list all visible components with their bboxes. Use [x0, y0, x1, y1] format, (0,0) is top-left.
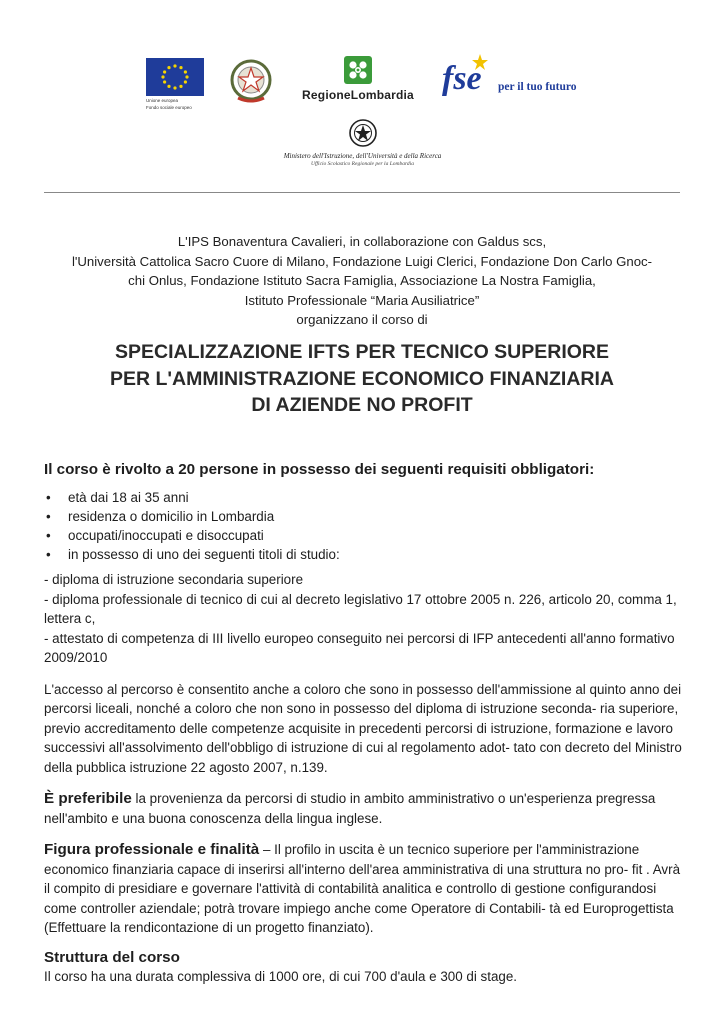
ministero-line-1: Ministero dell'Istruzione, dell'Università e della Ricerca [283, 152, 442, 160]
fse-letters: fse [442, 60, 482, 97]
fse-logo [442, 54, 592, 104]
lombardia-name: RegioneLombardia [302, 88, 414, 102]
preferable-text: la provenienza da percorsi di studio in ambito amministrativo o un'esperienza pregressa nell'ambito e una buona conoscenza della lingua inglese. [44, 791, 656, 826]
eu-caption-1: Unione europea [146, 98, 179, 103]
profile-label: Figura professionale e finalità [44, 841, 260, 859]
list-item: • residenza o domicilio in Lombardia [44, 507, 684, 526]
ministero-logo [0, 118, 725, 167]
course-title [44, 339, 680, 419]
profile-paragraph [44, 840, 684, 938]
list-item: • in possesso di uno dei seguenti titoli di studio: [44, 545, 684, 564]
intro-line-5: organizzano il corso di [296, 312, 428, 327]
eu-logo [146, 58, 204, 110]
structure-heading: Struttura del corso [44, 948, 180, 966]
intro-line-3: chi Onlus, Fondazione Istituto Sacra Famiglia, Associazione La Nostra Famiglia, [128, 273, 596, 288]
requirements-list [44, 488, 684, 565]
lombardia-rose-icon [344, 56, 372, 84]
diploma-item: - diploma professionale di tecnico di cui al decreto legislativo 17 ottobre 2005 n. 226, articolo 20, comma 1, lettera c, [44, 591, 677, 627]
intro-line-2: l'Università Cattolica Sacro Cuore di Milano, Fondazione Luigi Clerici, Fondazione Don Carlo Gnoc- [71, 253, 653, 269]
access-paragraph: L'accesso al percorso è consentito anche a coloro che sono in possesso dell'ammissione al quinto anno dei percorsi liceali, nonché a coloro che non sono in possesso del diploma di istruzione seconda- ria superiore, previo accreditamento delle competenze acquisite in precedenti percorsi di istruzione, formazione e lavoro successivi all'assolvimento dell'obbligo di istruzione di cui al regolamento adot- tato con decreto del Ministro della pubblica istruzione 22 agosto 2007, n.139. [44, 681, 682, 775]
preferable-label: È preferibile [44, 790, 132, 808]
intro-line-4: Istituto Professionale “Maria Ausiliatrice” [244, 292, 480, 308]
logo-bar [0, 52, 725, 112]
course-details [44, 460, 684, 986]
ministero-line-2: Ufficio Scolastico Regionale per la Lombardia [311, 161, 414, 167]
regione-lombardia-logo [293, 56, 423, 108]
eu-flag-icon [146, 58, 204, 96]
title-line-3: DI AZIENDE NO PROFIT [251, 394, 473, 416]
diploma-item: - diploma di istruzione secondaria superiore [44, 572, 304, 588]
requirements-heading: Il corso è rivolto a 20 persone in possesso dei seguenti requisiti obbligatori: [44, 461, 595, 478]
header-divider [44, 192, 680, 193]
profile-text: – Il profilo in uscita è un tecnico superiore per l'amministrazione economico finanziaria capace di inserirsi all'interno dell'area amministrativa di una struttura no pro- fit . Avrà il compito di presidiare e governare l'attività di contabilità analitica e controllo di gestione configurandosi come controller aziendale; potrà trovare impiego anche come Operatore di Contabili- tà ed Europrogettista (Effettuare la rendicontazione di un progetto finanziato). [44, 842, 681, 936]
preferable-paragraph [44, 789, 684, 828]
title-line-1: SPECIALIZZAZIONE IFTS PER TECNICO SUPERIORE [114, 341, 610, 363]
title-line-2: PER L'AMMINISTRAZIONE ECONOMICO FINANZIARIA [109, 367, 615, 390]
eu-caption-2: Fondo sociale europeo [146, 105, 192, 110]
intro-line-1: L'IPS Bonaventura Cavalieri, in collaborazione con Galdus scs, [177, 234, 547, 249]
diploma-list [44, 570, 684, 668]
intro-block [44, 232, 680, 330]
list-item: • occupati/inoccupati e disoccupati [44, 526, 684, 545]
diploma-item: - attestato di competenza di III livello europeo conseguito nei percorsi di IFP antecedenti all'anno formativo 2009/2010 [44, 630, 675, 666]
ministry-emblem-icon [348, 118, 378, 148]
structure-text: Il corso ha una durata complessiva di 1000 ore, di cui 700 d'aula e 300 di stage. [44, 968, 518, 984]
fse-tagline: per il tuo futuro [498, 81, 577, 93]
italian-republic-emblem-icon [228, 56, 274, 106]
list-item: • età dai 18 ai 35 anni [44, 488, 684, 507]
